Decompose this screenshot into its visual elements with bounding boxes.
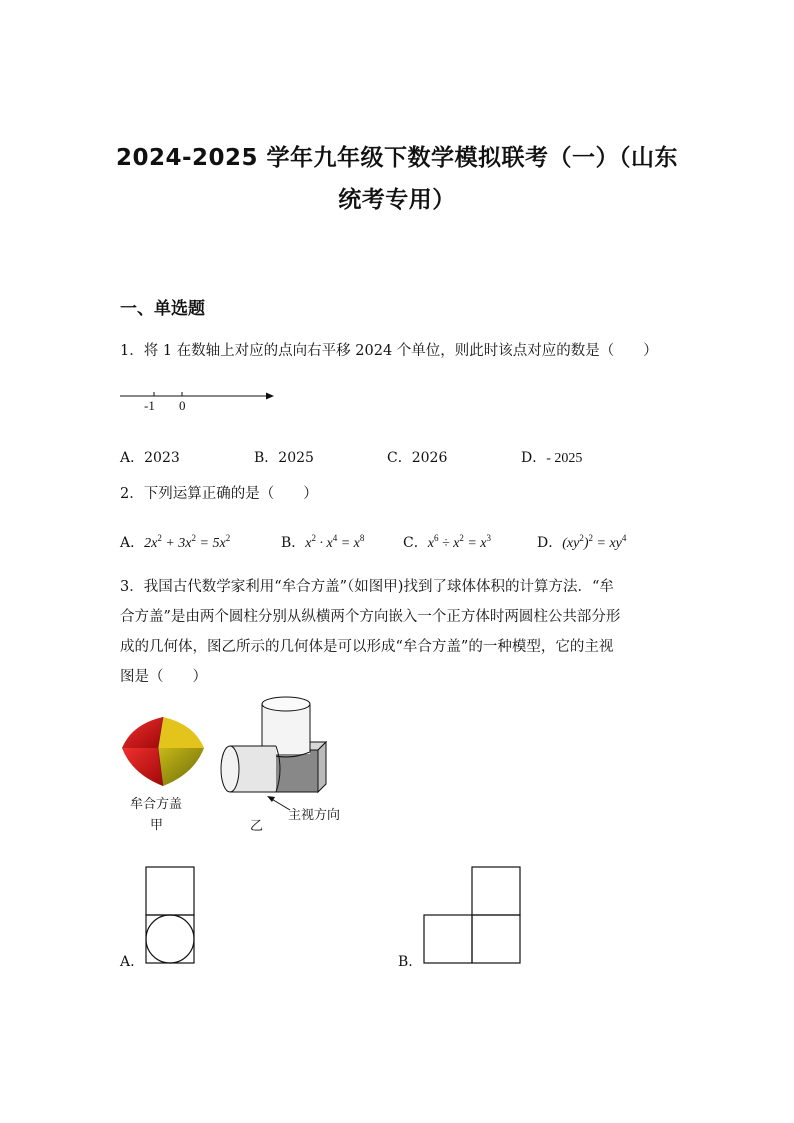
option-letter: B．	[254, 450, 279, 466]
question-3-line: 图是（ ）	[120, 669, 207, 685]
direction-arrow-icon	[267, 796, 275, 802]
option-formula: $x^2 \cdot x^4 = x^8$	[305, 533, 365, 551]
question-2-text: 2．下列运算正确的是（ ）	[120, 486, 318, 502]
question-3-line: 3．我国古代数学家利用“牟合方盖”（如图甲)找到了球体体积的计算方法．“牟	[120, 579, 614, 595]
q1-option-a[interactable]	[120, 447, 180, 467]
question-1-text: 1．将 1 在数轴上对应的点向右平移 2024 个单位，则此时该点对应的数是（ ）	[120, 343, 658, 359]
figure-yi-caption: 乙	[250, 819, 264, 834]
question-3-line: 成的几何体，图乙所示的几何体是可以形成“牟合方盖”的一种模型，它的主视	[120, 639, 614, 655]
number-line-figure	[118, 386, 278, 416]
inscribed-circle	[146, 915, 194, 963]
q3-option-a-figure[interactable]	[145, 866, 197, 968]
option-letter: C．	[387, 450, 412, 466]
vertical-cylinder-top	[262, 697, 310, 711]
page-title-line-1: 2024-2025 学年九年级下数学模拟联考（一）（山东	[115, 145, 679, 171]
page-title-line-2: 统考专用）	[338, 187, 456, 213]
figure-jia-caption: 甲	[150, 818, 164, 833]
q2-option-a[interactable]	[120, 532, 230, 552]
option-letter: B.	[398, 954, 413, 970]
option-letter: D．	[521, 450, 547, 466]
section-heading: 一、单选题	[120, 299, 205, 319]
option-letter: B．	[281, 535, 306, 551]
option-value: - 2025	[546, 451, 583, 466]
cap-top-right-face	[158, 717, 204, 748]
question-3-line: 合方盖”是由两个圆柱分别从纵横两个方向嵌入一个正方体时两圆柱公共部分形	[120, 609, 621, 625]
option-value: 2023	[144, 450, 180, 466]
direction-label: 主视方向	[288, 808, 341, 823]
q1-option-c[interactable]	[387, 447, 447, 467]
q1-option-d[interactable]	[521, 447, 582, 467]
option-letter: A．	[120, 450, 145, 466]
bottom-left-square	[424, 915, 472, 963]
cap-bottom-left-face	[122, 748, 163, 786]
option-formula: $(xy^2)^2 = xy^4$	[562, 533, 627, 551]
option-letter: A．	[120, 535, 145, 551]
q2-option-c[interactable]	[403, 532, 491, 552]
cap-bottom-right-face	[158, 748, 204, 786]
option-value: 2025	[278, 450, 314, 466]
option-formula: $2x^2 + 3x^2 = 5x^2$	[144, 533, 231, 551]
q3-option-b-figure[interactable]	[422, 866, 524, 968]
q1-option-b[interactable]	[254, 447, 314, 467]
option-formula: $x^6 \div x^2 = x^3$	[427, 533, 492, 551]
question-3-text	[120, 572, 690, 692]
bottom-right-square	[472, 915, 520, 963]
horizontal-cylinder-end	[221, 746, 239, 792]
q3-option-a[interactable]	[120, 954, 135, 970]
option-letter: A.	[120, 954, 135, 970]
option-letter: D．	[537, 535, 563, 551]
q3-option-b[interactable]	[398, 954, 413, 970]
number-line-arrow-icon	[266, 393, 274, 400]
top-square	[146, 867, 194, 915]
top-right-square	[472, 867, 520, 915]
axis-label-zero: 0	[179, 398, 186, 413]
cap-top-left-face	[122, 717, 163, 748]
cube-side-face	[318, 742, 326, 792]
q2-option-d[interactable]	[537, 532, 626, 552]
axis-label-minus-one: -1	[144, 398, 155, 413]
q2-option-b[interactable]	[281, 532, 364, 552]
figure-jia-name: 牟合方盖	[130, 797, 183, 812]
option-value: 2026	[411, 450, 448, 466]
option-letter: C．	[403, 535, 428, 551]
mouhe-fanggai-figure	[118, 712, 208, 792]
